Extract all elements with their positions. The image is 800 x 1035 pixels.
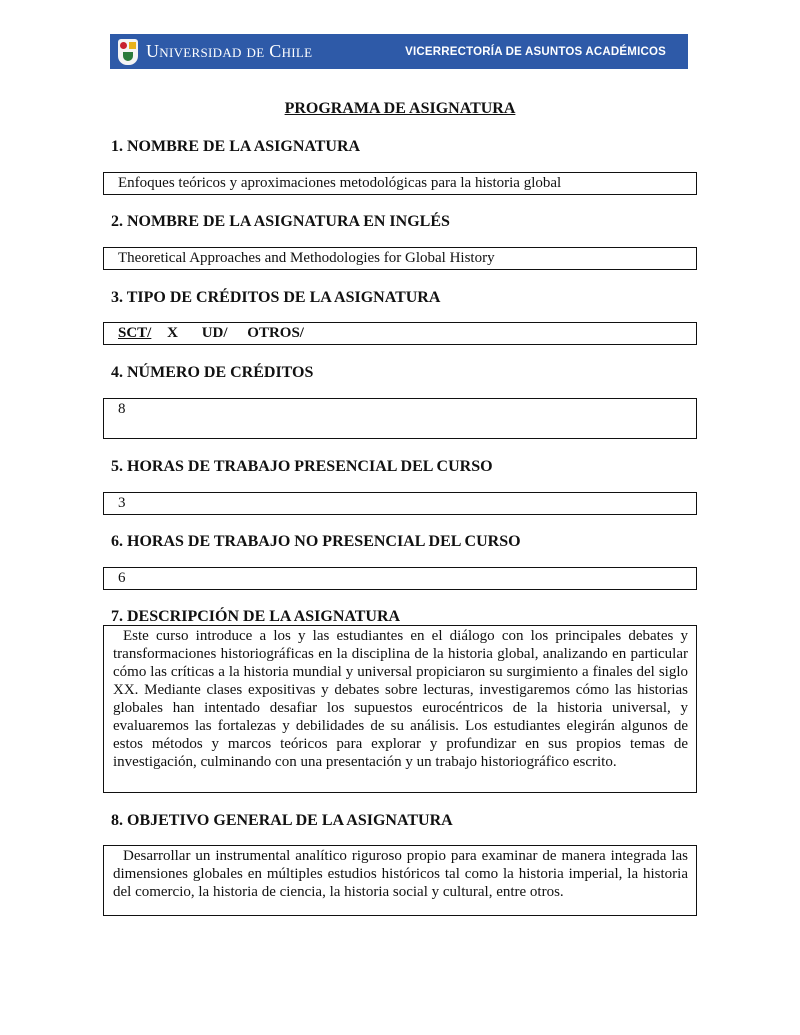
- section-4-heading: 4. NÚMERO DE CRÉDITOS: [111, 364, 314, 381]
- section-7-heading: 7. DESCRIPCIÓN DE LA ASIGNATURA: [111, 608, 401, 625]
- course-description-text: Este curso introduce a los y las estudiantes en el diálogo con los principales debates y transformaciones historiográficas en la disciplina de la historia global, analizando en particular cómo las críticas a la historia mundial y universal propiciaron su surgimiento a finales del siglo XX. Mediante clases expositivas y debates sobre lecturas, investigaremos cómo las historias globales han intentado desafiar los supuestos eurocéntricos de la historia universal, y evaluaremos las fortalezas y debilidades de su análisis. Los estudiantes elegirán algunos de estos métodos y marcos teóricos para explorar y profundizar en sus propios temas de investigación, culminando con una presentación y un trabajo historiográfico escrito.: [113, 628, 688, 770]
- credits-number-value: 8: [118, 401, 126, 417]
- section-3-heading: 3. TIPO DE CRÉDITOS DE LA ASIGNATURA: [111, 289, 441, 306]
- section-6-box: [103, 567, 697, 590]
- general-objective-text: Desarrollar un instrumental analítico riguroso propio para examinar de manera integrada las dimensiones globales en múltiples estudios históricos tal como la historia imperial, la historia del comercio, la historia de ciencia, la historia social y cultural, entre otros.: [113, 848, 688, 900]
- credit-type-sct: SCT/: [118, 325, 152, 341]
- course-name-english-value: Theoretical Approaches and Methodologies for Global History: [118, 250, 495, 266]
- presential-hours-value: 3: [118, 495, 126, 511]
- non-presential-hours-value: 6: [118, 570, 126, 586]
- section-1-heading: 1. NOMBRE DE LA ASIGNATURA: [111, 138, 361, 155]
- credit-type-mark: X: [167, 325, 178, 341]
- section-7-box: [103, 625, 697, 793]
- section-8-heading: 8. OBJETIVO GENERAL DE LA ASIGNATURA: [111, 812, 453, 829]
- section-4-box: [103, 398, 697, 439]
- course-name-value: Enfoques teóricos y aproximaciones metodológicas para la historia global: [118, 175, 562, 191]
- section-1-box: [103, 172, 697, 195]
- document-title: PROGRAMA DE ASIGNATURA: [284, 100, 516, 117]
- section-3-box: [103, 322, 697, 345]
- section-6-heading: 6. HORAS DE TRABAJO NO PRESENCIAL DEL CURSO: [111, 533, 521, 550]
- section-8-box: [103, 845, 697, 916]
- university-crest-icon: [118, 39, 138, 65]
- office-name: VICERRECTORÍA DE ASUNTOS ACADÉMICOS: [405, 45, 666, 58]
- university-logo: [118, 39, 312, 65]
- section-5-box: [103, 492, 697, 515]
- header-banner: [110, 34, 688, 69]
- credit-type-ud: UD/: [201, 325, 228, 341]
- credit-type-otros: OTROS/: [247, 325, 304, 341]
- university-name: Universidad de Chile: [146, 41, 313, 61]
- section-2-heading: 2. NOMBRE DE LA ASIGNATURA EN INGLÉS: [111, 213, 450, 230]
- section-2-box: [103, 247, 697, 270]
- section-5-heading: 5. HORAS DE TRABAJO PRESENCIAL DEL CURSO: [111, 458, 493, 475]
